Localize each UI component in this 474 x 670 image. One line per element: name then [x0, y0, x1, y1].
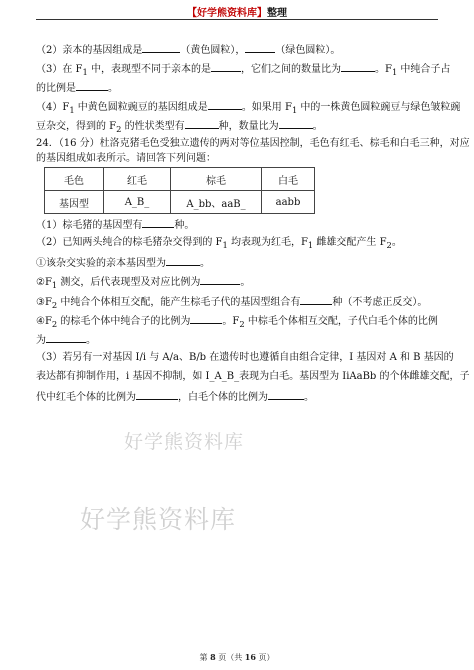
- answer-blank: [46, 332, 86, 343]
- q24-step-1: ①该杂交实验的亲本基因型为 。: [36, 255, 210, 270]
- q24-intro-line-2: 的基因组成如表所示。请回答下列问题：: [36, 153, 216, 164]
- answer-blank: [211, 61, 241, 72]
- answer-blank: [142, 42, 180, 53]
- prev-q-line-5: 豆杂交，得到的 $F_2$ 的性状类型有 种，数量比为 。: [36, 118, 323, 136]
- answer-blank: [300, 294, 332, 305]
- q24-part-3-line-3: 代中红毛个体的比例为 ，白毛个体的比例为 。: [36, 389, 314, 404]
- header-library-name: 好学熊资料库: [197, 8, 257, 19]
- header-divider: [36, 19, 438, 20]
- answer-blank: [166, 255, 200, 266]
- table-cell: 红毛: [104, 168, 171, 191]
- genotype-table: [44, 167, 315, 214]
- answer-blank: [245, 42, 275, 53]
- table-cell: A_bb、aaB_: [171, 191, 262, 214]
- prev-q-line-4: $(4)F_1$ 中黄色圆粒豌豆的基因组成是 。如果用 $F_1$ 中的一株黄色圆粒豌豆与绿色皱粒豌: [36, 99, 460, 117]
- table-cell: 棕毛: [171, 168, 262, 191]
- current-page-number: 8: [210, 652, 216, 662]
- q24-part-2: （2）已知两头纯合的棕毛猪杂交得到的 $F_1$ 均表现为红毛，$F_1$ 雌雄交配产生 $F_2$。: [36, 237, 402, 250]
- total-page-count: 16: [244, 652, 256, 662]
- q24-step-4-cont: 为 。: [36, 332, 96, 347]
- answer-blank: [200, 274, 240, 285]
- table-row: [45, 168, 315, 191]
- header-bracket-open: 【: [187, 8, 197, 19]
- table-cell: 白毛: [262, 168, 315, 191]
- answer-blank: [76, 80, 108, 91]
- answer-blank: [208, 99, 242, 110]
- table-cell: 基因型: [45, 191, 104, 214]
- table-cell: aabb: [262, 191, 315, 214]
- header-organize: 整理: [267, 8, 287, 19]
- q24-step-4: $④F_2$ 的棕毛个体中纯合子的比例为 。$F_2$ 中棕毛个体相互交配，子代白毛个体的比例: [36, 313, 438, 331]
- q24-step-3: $③F_2$ 中纯合个体相互交配，能产生棕毛子代的基因型组合有 种（不考虑正反交）。: [36, 294, 427, 312]
- q24-step-2: $②F_1$ 测交，后代表现型及对应比例为 。: [36, 274, 250, 292]
- watermark-text: 好学熊资料库: [124, 431, 245, 453]
- answer-blank: [185, 118, 219, 129]
- page-footer: 第 8 页（共 16 页）: [199, 652, 275, 662]
- answer-blank: [268, 389, 304, 400]
- header-bracket-close: 】: [257, 8, 267, 19]
- page-header: [0, 4, 474, 19]
- q24-part-3-line-2: 表达都有抑制作用，i 基因不抑制，如 I_A_B_表现为白毛。基因型为 IiAaBb 的个体雌雄交配，子: [36, 371, 470, 382]
- q24-part-1: （1）棕毛猪的基因型有 种。: [36, 217, 194, 232]
- prev-q-line-1: （2）亲本的基因组成是 （黄色圆粒）， （绿色圆粒）。: [36, 42, 340, 57]
- answer-blank: [341, 61, 375, 72]
- prev-q-line-2: （3）在 $F_1$ 中，表现型不同于亲本的是 ，它们之间的数量比为 。$F_1$ 中纯合子占: [36, 61, 450, 79]
- answer-blank: [142, 217, 174, 228]
- table-cell: 毛色: [45, 168, 104, 191]
- prev-q-line-3: 的比例是 。: [36, 80, 118, 95]
- q24-intro-line-1: 24．（16 分）杜洛克猪毛色受独立遗传的两对等位基因控制，毛色有红毛、棕毛和白毛三种，对应: [36, 138, 470, 149]
- answer-blank: [136, 389, 178, 400]
- table-cell: A_B_: [104, 191, 171, 214]
- q24-part-3-line-1: （3）若另有一对基因 I/i 与 A/a、B/b 在遗传时也遵循自由组合定律，I 基因对 A 和 B 基因的: [36, 352, 454, 363]
- answer-blank: [190, 313, 222, 324]
- table-row: [45, 191, 315, 214]
- watermark-text: 好学熊资料库: [80, 505, 237, 534]
- answer-blank: [279, 118, 313, 129]
